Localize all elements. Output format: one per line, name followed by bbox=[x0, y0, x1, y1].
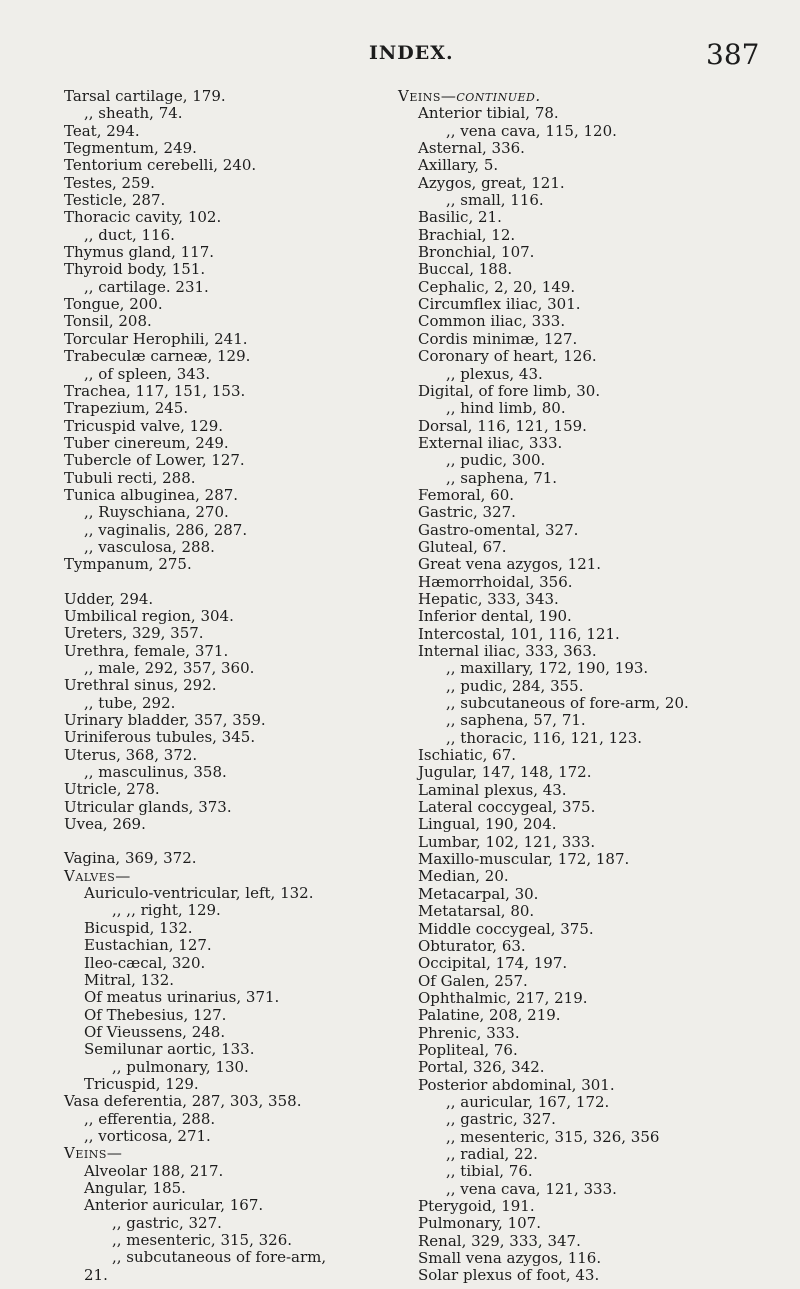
index-subentry: Internal iliac, 333, 363. bbox=[418, 642, 597, 660]
index-subentry: ,, tibial, 76. bbox=[446, 1162, 533, 1181]
index-subentry: ,, duct, 116. bbox=[84, 225, 175, 244]
index-subentry: Maxillo-muscular, 172, 187. bbox=[418, 850, 630, 869]
index-entry: Torcular Herophili, 241. bbox=[64, 329, 248, 348]
index-subentry: ,, small, 116. bbox=[446, 191, 544, 210]
index-entry: Testicle, 287. bbox=[64, 191, 166, 210]
index-entry: Urinary bladder, 357, 359. bbox=[64, 711, 266, 730]
index-entry: Udder, 294. bbox=[64, 589, 154, 608]
index-subentry: Digital, of fore limb, 30. bbox=[418, 381, 601, 400]
index-subentry: External iliac, 333. bbox=[418, 433, 563, 452]
index-subentry: Alveolar 188, 217. bbox=[84, 1161, 224, 1180]
index-subentry: Lumbar, 102, 121, 333. bbox=[418, 832, 596, 851]
index-entry: Tubuli recti, 288. bbox=[64, 468, 196, 487]
continued-label: continued. bbox=[456, 87, 541, 105]
index-column-right bbox=[398, 88, 778, 1285]
index-column-left bbox=[64, 88, 404, 1284]
index-subentry: Palatine, 208, 219. bbox=[418, 1006, 561, 1025]
index-entry: Tuber cinereum, 249. bbox=[64, 433, 229, 452]
index-heading: Veins— bbox=[64, 1144, 123, 1163]
index-subentry: ,, pudic, 284, 355. bbox=[446, 676, 584, 695]
index-subentry: Of meatus urinarius, 371. bbox=[84, 988, 280, 1007]
index-entry: Uriniferous tubules, 345. bbox=[64, 728, 256, 747]
index-subentry: ,, tube, 292. bbox=[84, 693, 176, 712]
index-subentry: ,, subcutaneous of fore-arm, bbox=[112, 1248, 327, 1267]
index-subentry: Basilic, 21. bbox=[418, 208, 502, 227]
index-subentry: Of Thebesius, 127. bbox=[84, 1005, 227, 1024]
index-subentry: Bronchial, 107. bbox=[418, 243, 535, 262]
index-subentry: Ileo-cæcal, 320. bbox=[84, 953, 206, 972]
index-subentry: ,, vena cava, 121, 333. bbox=[446, 1179, 617, 1198]
index-subentry: Metatarsal, 80. bbox=[418, 902, 535, 921]
index-subentry: Gastro-omental, 327. bbox=[418, 520, 579, 539]
index-subentry: Anterior auricular, 167. bbox=[84, 1196, 264, 1215]
index-subentry: Asternal, 336. bbox=[418, 139, 525, 158]
index-subentry: ,, pudic, 300. bbox=[446, 451, 546, 470]
index-subentry: ,, radial, 22. bbox=[446, 1144, 538, 1163]
index-subentry: Of Galen, 257. bbox=[418, 971, 528, 990]
index-subentry: ,, thoracic, 116, 121, 123. bbox=[446, 728, 643, 747]
index-subentry: ,, vorticosa, 271. bbox=[84, 1126, 211, 1145]
index-entry: Trapezium, 245. bbox=[64, 399, 189, 418]
index-subentry: ,, vasculosa, 288. bbox=[84, 537, 215, 556]
index-subentry: Angular, 185. bbox=[84, 1178, 186, 1197]
index-subentry: Posterior abdominal, 301. bbox=[418, 1075, 615, 1094]
index-subentry: Phrenic, 333. bbox=[418, 1023, 520, 1042]
index-subentry: Ophthalmic, 217, 219. bbox=[418, 988, 588, 1007]
page-number: 387 bbox=[706, 38, 760, 71]
index-subentry: ,, mesenteric, 315, 326. bbox=[112, 1231, 293, 1249]
index-subentry: ,, ,, right, 129. bbox=[112, 901, 221, 920]
index-subentry: Middle coccygeal, 375. bbox=[418, 919, 594, 938]
index-entry: Uterus, 368, 372. bbox=[64, 745, 198, 764]
index-subentry: Azygos, great, 121. bbox=[418, 173, 565, 192]
index-subentry: ,, Ruyschiana, 270. bbox=[84, 503, 229, 522]
index-subentry: ,, mesenteric, 315, 326, 356 bbox=[446, 1127, 660, 1146]
index-entry: Urethral sinus, 292. bbox=[64, 676, 217, 695]
index-entry: Thymus gland, 117. bbox=[64, 243, 215, 262]
index-subentry: Lateral coccygeal, 375. bbox=[418, 798, 596, 817]
index-subentry: ,, auricular, 167, 172. bbox=[446, 1092, 610, 1111]
index-subentry: Cephalic, 2, 20, 149. bbox=[418, 277, 576, 296]
index-entry: Tarsal cartilage, 179. bbox=[64, 87, 226, 105]
index-subentry: ,, plexus, 43. bbox=[446, 364, 543, 383]
index-subentry: Small vena azygos, 116. bbox=[418, 1249, 602, 1268]
index-subentry: ,, maxillary, 172, 190, 193. bbox=[446, 659, 649, 678]
index-subentry: Cordis minimæ, 127. bbox=[418, 329, 578, 348]
index-subentry: ,, saphena, 57, 71. bbox=[446, 711, 586, 730]
index-subentry: ,, gastric, 327. bbox=[112, 1213, 222, 1232]
index-subentry: Semilunar aortic, 133. bbox=[84, 1040, 255, 1059]
index-subentry: Pulmonary, 107. bbox=[418, 1214, 541, 1233]
index-subentry: Auriculo-ventricular, left, 132. bbox=[84, 884, 314, 903]
index-subentry: Intercostal, 101, 116, 121. bbox=[418, 624, 620, 643]
index-subentry: Coronary of heart, 126. bbox=[418, 347, 597, 366]
index-entry: Tubercle of Lower, 127. bbox=[64, 451, 245, 470]
index-entry: Umbilical region, 304. bbox=[64, 606, 234, 625]
heading-word: Veins— bbox=[398, 87, 457, 105]
index-subentry: ,, vaginalis, 286, 287. bbox=[84, 520, 248, 539]
index-heading: Valves— bbox=[64, 866, 131, 885]
index-subentry: Great vena azygos, 121. bbox=[418, 555, 602, 574]
index-subentry: Gluteal, 67. bbox=[418, 537, 507, 556]
index-subentry: ,, gastric, 327. bbox=[446, 1110, 556, 1129]
index-subentry: Circumflex iliac, 301. bbox=[418, 295, 581, 314]
index-entry: Tricuspid valve, 129. bbox=[64, 416, 224, 435]
index-subentry: Buccal, 188. bbox=[418, 260, 513, 279]
index-subentry: Axillary, 5. bbox=[418, 156, 499, 175]
index-entry: Trabeculæ carneæ, 129. bbox=[64, 347, 251, 366]
index-subentry: Of Vieussens, 248. bbox=[84, 1022, 226, 1041]
index-entry: Uvea, 269. bbox=[64, 815, 146, 834]
index-subentry: ,, of spleen, 343. bbox=[84, 364, 211, 383]
index-subentry: Lingual, 190, 204. bbox=[418, 815, 557, 834]
index-entry: Utricular glands, 373. bbox=[64, 797, 232, 816]
index-subentry: Anterior tibial, 78. bbox=[418, 104, 559, 123]
index-subentry: Common iliac, 333. bbox=[418, 312, 566, 331]
index-subentry: Hepatic, 333, 343. bbox=[418, 589, 559, 608]
index-subentry: ,, pulmonary, 130. bbox=[112, 1057, 249, 1076]
index-subentry: Inferior dental, 190. bbox=[418, 607, 572, 626]
index-entry: Teat, 294. bbox=[64, 121, 140, 140]
index-subentry: Metacarpal, 30. bbox=[418, 884, 539, 903]
index-entry: Thyroid body, 151. bbox=[64, 260, 206, 279]
index-entry: Tentorium cerebelli, 240. bbox=[64, 156, 257, 175]
index-entry: Tonsil, 208. bbox=[64, 312, 152, 331]
index-subentry: Median, 20. bbox=[418, 867, 509, 886]
index-entry: Tympanum, 275. bbox=[64, 555, 192, 574]
index-entry: Vasa deferentia, 287, 303, 358. bbox=[64, 1092, 302, 1111]
index-subentry: ,, efferentia, 288. bbox=[84, 1109, 216, 1128]
index-subentry: Pterygoid, 191. bbox=[418, 1197, 535, 1215]
index-subentry: 21. bbox=[84, 1265, 108, 1284]
running-head: INDEX. bbox=[369, 42, 454, 64]
index-subentry: Dorsal, 116, 121, 159. bbox=[418, 416, 587, 435]
index-subentry: ,, vena cava, 115, 120. bbox=[446, 121, 617, 140]
index-entry: Thoracic cavity, 102. bbox=[64, 208, 222, 227]
index-subentry: Gastric, 327. bbox=[418, 503, 516, 522]
index-subentry: Femoral, 60. bbox=[418, 485, 515, 504]
index-entry: Vagina, 369, 372. bbox=[64, 849, 197, 868]
index-subentry: ,, masculinus, 358. bbox=[84, 763, 227, 782]
index-entry: Urethra, female, 371. bbox=[64, 641, 229, 660]
index-subentry: ,, subcutaneous of fore-arm, 20. bbox=[446, 694, 689, 713]
index-entry: Tegmentum, 249. bbox=[64, 139, 197, 158]
index-subentry: Ischiatic, 67. bbox=[418, 746, 517, 765]
index-subentry: ,, sheath, 74. bbox=[84, 104, 183, 123]
page-header bbox=[0, 38, 800, 78]
index-subentry: Eustachian, 127. bbox=[84, 936, 212, 955]
index-entry: Tongue, 200. bbox=[64, 295, 163, 314]
index-subentry: Jugular, 147, 148, 172. bbox=[418, 763, 592, 782]
index-subentry: Obturator, 63. bbox=[418, 936, 526, 955]
index-entry: Trachea, 117, 151, 153. bbox=[64, 381, 246, 400]
index-subentry: Portal, 326, 342. bbox=[418, 1058, 545, 1077]
index-entry: Tunica albuginea, 287. bbox=[64, 485, 239, 504]
index-subentry: Renal, 329, 333, 347. bbox=[418, 1231, 581, 1250]
index-subentry: Brachial, 12. bbox=[418, 225, 516, 244]
index-entry: Testes, 259. bbox=[64, 173, 155, 192]
index-subentry: ,, saphena, 71. bbox=[446, 468, 558, 487]
index-subentry: ,, male, 292, 357, 360. bbox=[84, 659, 255, 677]
index-subentry: Mitral, 132. bbox=[84, 970, 175, 989]
index-subentry: ,, cartilage. 231. bbox=[84, 277, 209, 296]
index-subentry: Bicuspid, 132. bbox=[84, 918, 193, 937]
index-heading bbox=[398, 88, 778, 105]
index-subentry: Tricuspid, 129. bbox=[84, 1074, 199, 1093]
index-subentry: Laminal plexus, 43. bbox=[418, 780, 567, 799]
index-entry: Ureters, 329, 357. bbox=[64, 624, 204, 643]
index-subentry: Solar plexus of foot, 43. bbox=[418, 1266, 600, 1285]
index-subentry: Occipital, 174, 197. bbox=[418, 954, 568, 973]
index-subentry: ,, hind limb, 80. bbox=[446, 399, 566, 418]
index-subentry: Hæmorrhoidal, 356. bbox=[418, 572, 573, 591]
index-subentry: Popliteal, 76. bbox=[418, 1040, 518, 1059]
index-entry: Utricle, 278. bbox=[64, 780, 160, 799]
